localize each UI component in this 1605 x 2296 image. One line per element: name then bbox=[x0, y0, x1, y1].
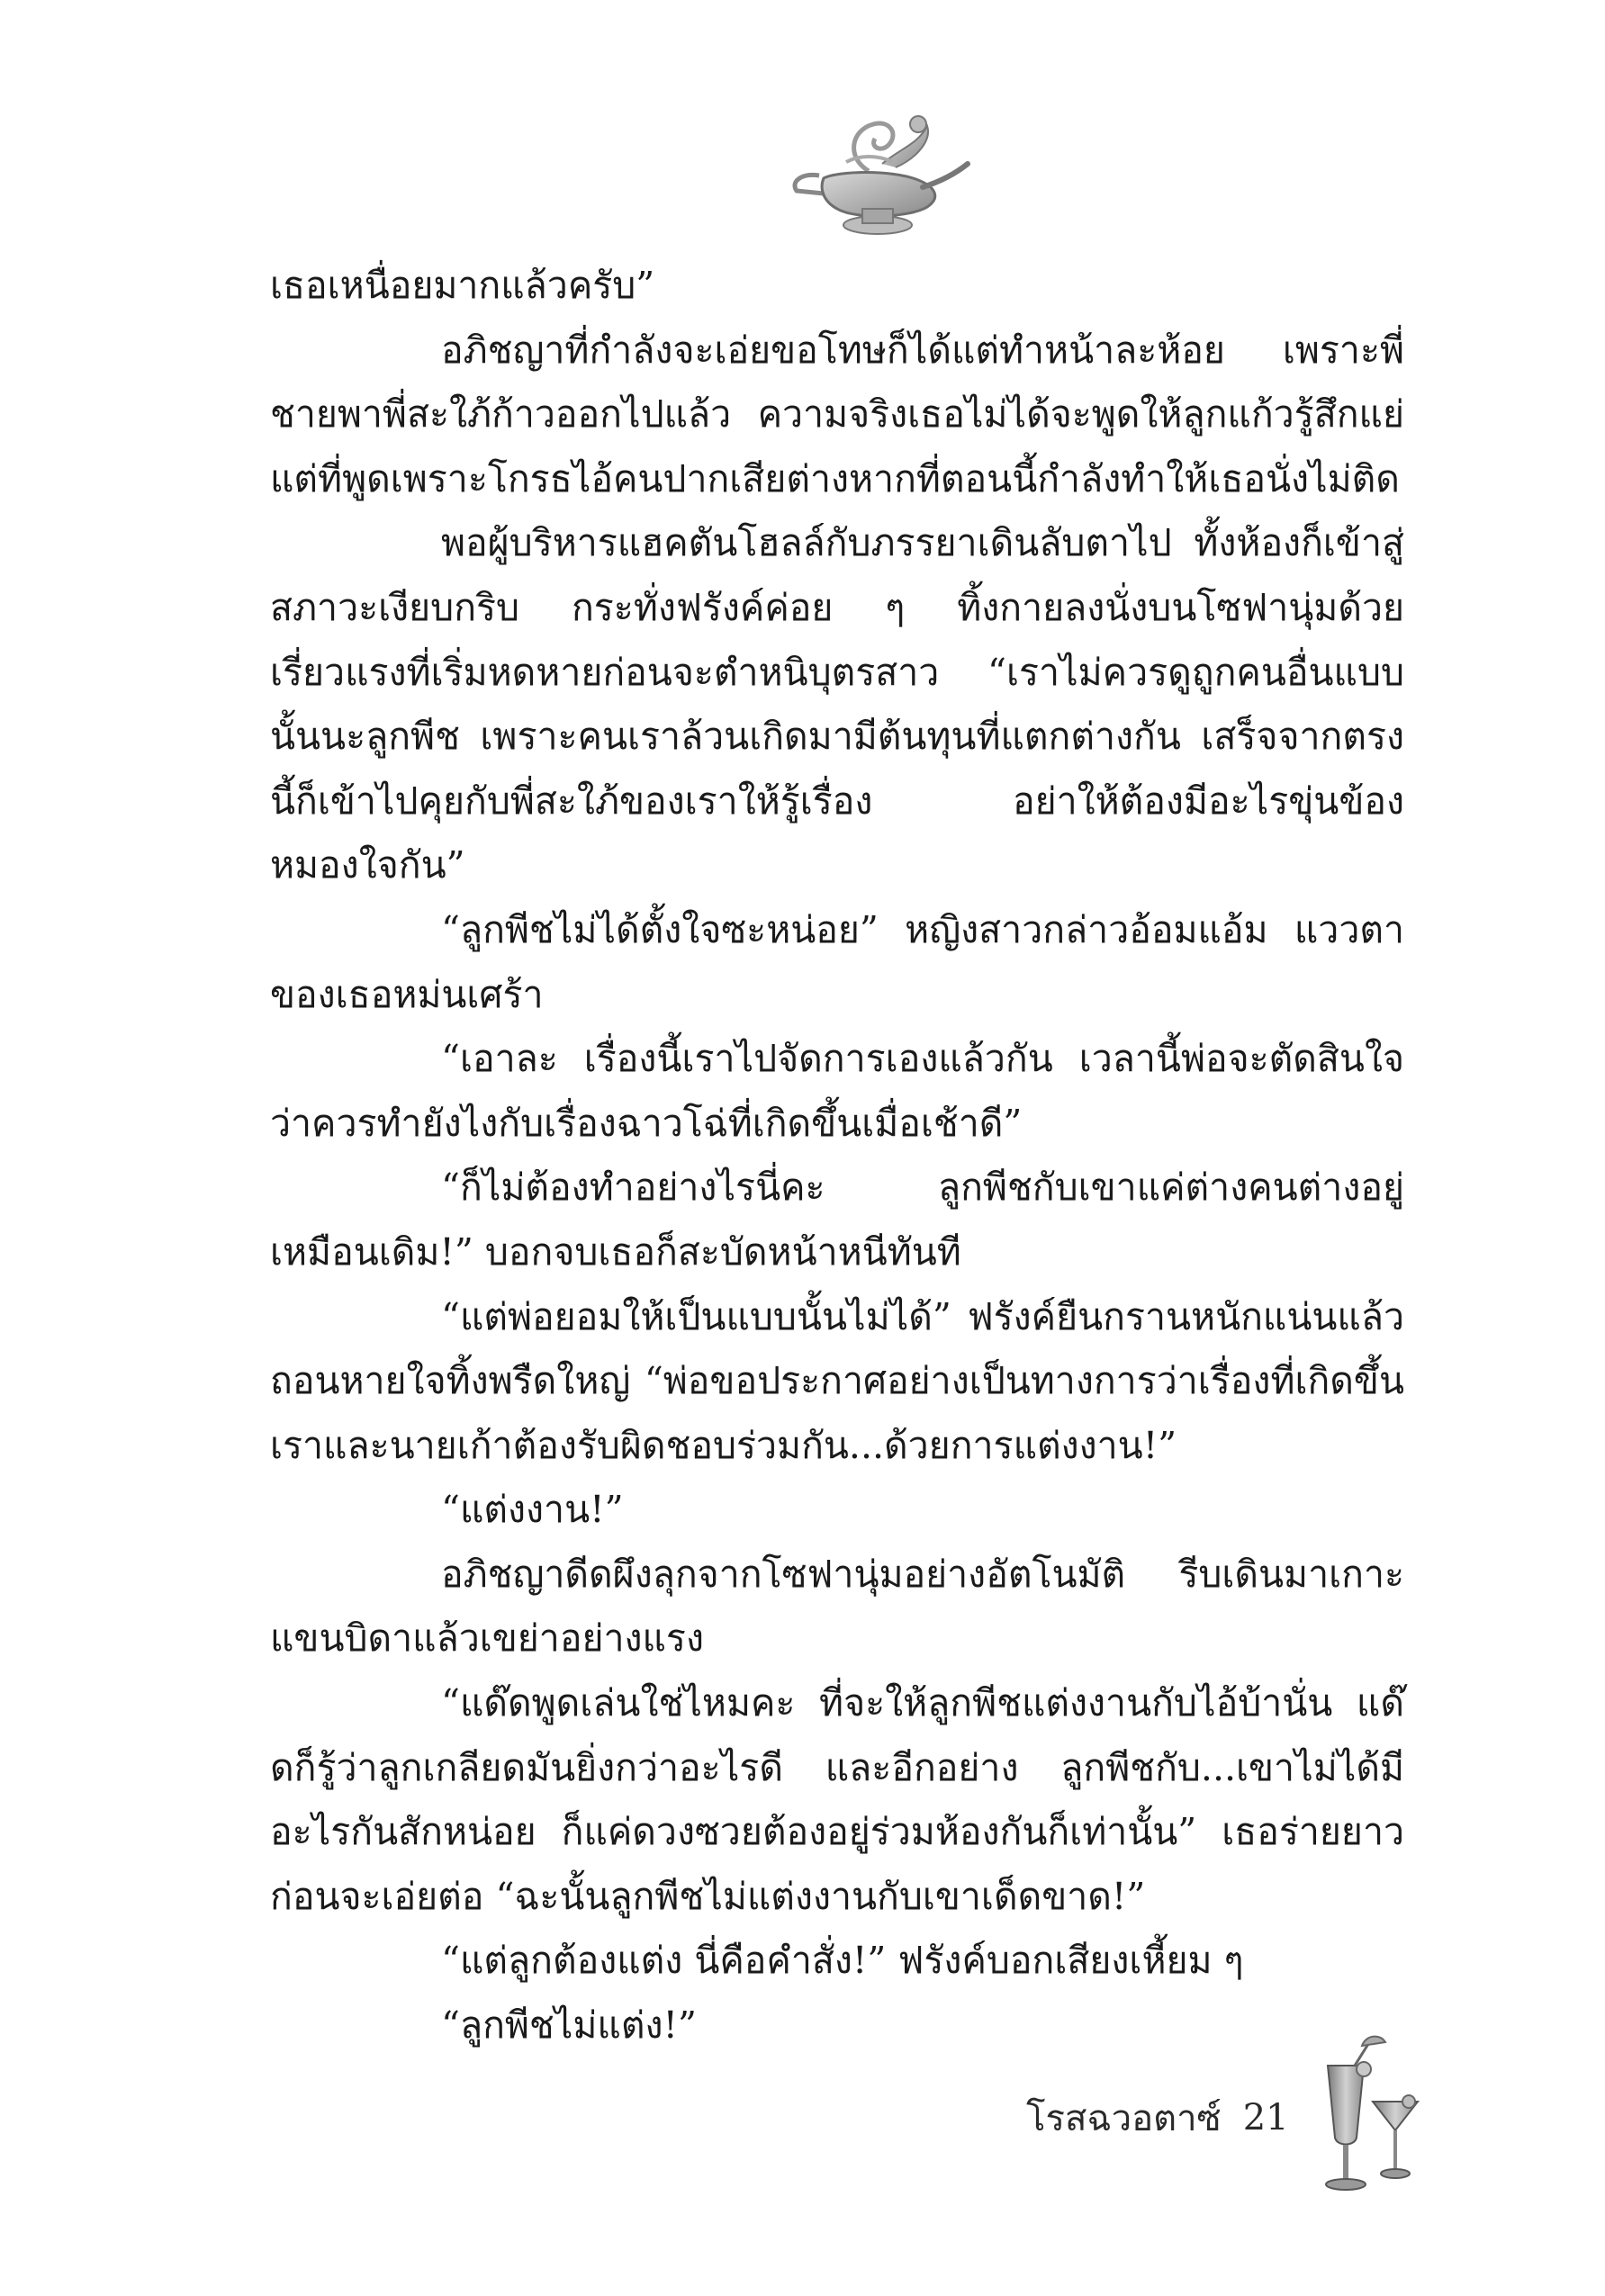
teapot-genie-icon bbox=[783, 108, 972, 239]
page-number: 21 bbox=[1242, 2097, 1289, 2138]
paragraph: “ลูกพีชไม่ได้ตั้งใจซะหน่อย” หญิงสาวกล่าวอ้อมแอ้ม แววตาของเธอหม่นเศร้า bbox=[270, 907, 1404, 1016]
paragraph: “ก็ไม่ต้องทำอย่างไรนี่คะ ลูกพีชกับเขาแค่ต่างคนต่างอยู่เหมือนเดิม!” บอกจบเธอก็สะบัดหน้าหนีทันที bbox=[270, 1166, 1404, 1274]
paragraph: “ลูกพีชไม่แต่ง!” bbox=[441, 2003, 697, 2048]
running-title: โรสฉวอตาซ์ bbox=[1026, 2098, 1222, 2139]
paragraph: “แต่พ่อยอมให้เป็นแบบนั้นไม่ได้” ฟรังค์ยืนกรานหนักแน่นแล้วถอนหายใจทิ้งพรืดใหญ่ “พ่อขอประกาศอย่างเป็นทางการว่าเรื่องที่เกิดขึ้น เราและนายเก้าต้องรับผิดชอบร่วมกัน...ด้วยการแต่งงาน!” bbox=[270, 1294, 1404, 1467]
paragraph: “เอาละ เรื่องนี้เราไปจัดการเองแล้วกัน เวลานี้พ่อจะตัดสินใจว่าควรทำยังไงกับเรื่องฉาวโฉ่ที่เกิดขึ้นเมื่อเช้าดี” bbox=[270, 1037, 1404, 1145]
paragraph: พอผู้บริหารแฮคตันโฮลล์กับภรรยาเดินลับตาไป ทั้งห้องก็เข้าสู่สภาวะเงียบกริบ กระทั่งฟรังค์ค่อย ๆ ทิ้งกายลงนั่งบนโซฟานุ่มด้วยเรี่ยวแรงที่เริ่มหดหายก่อนจะตำหนิบุตรสาว “เราไม่ควรดูถูกคนอื่นแบบนั้นนะลูกพีช เพราะคนเราล้วนเกิดมามีต้นทุนที่แตกต่างกัน เสร็จจากตรงนี้ก็เข้าไปคุยกับพี่สะใภ้ของเราให้รู้เรื่อง อย่าให้ต้องมีอะไรขุ่นข้องหมองใจกัน” bbox=[270, 521, 1404, 887]
cocktail-glasses-icon bbox=[1310, 2030, 1427, 2201]
paragraph: “แด๊ดพูดเล่นใช่ไหมคะ ที่จะให้ลูกพีชแต่งงานกับไอ้บ้านั่น แด๊ดก็รู้ว่าลูกเกลียดมันยิ่งกว่าอะไรดี และอีกอย่าง ลูกพีชกับ...เขาไม่ได้มีอะไรกันสักหน่อย ก็แค่ดวงซวยต้องอยู่ร่วมห้องกันก็เท่านั้น” เธอร่ายยาวก่อนจะเอ่ยต่อ “ฉะนั้นลูกพีชไม่แต่งงานกับเขาเด็ดขาด!” bbox=[270, 1681, 1404, 1918]
page-footer bbox=[1026, 2095, 1289, 2140]
chapter-body bbox=[270, 254, 1404, 2058]
paragraph: “แต่งงาน!” bbox=[441, 1488, 624, 1532]
paragraph: “แต่ลูกต้องแต่ง นี่คือคำสั่ง!” ฟรังค์บอกเสียงเหี้ยม ๆ bbox=[441, 1939, 1244, 1983]
paragraph: อภิชญาที่กำลังจะเอ่ยขอโทษก็ได้แต่ทำหน้าละห้อย เพราะพี่ชายพาพี่สะใภ้ก้าวออกไปแล้ว ความจริงเธอไม่ได้จะพูดให้ลูกแก้วรู้สึกแย่ แต่ที่พูดเพราะโกรธไอ้คนปากเสียต่างหากที่ตอนนี้กำลังทำให้เธอนั่งไม่ติด bbox=[270, 328, 1404, 500]
paragraph: เธอเหนื่อยมากแล้วครับ” bbox=[270, 264, 655, 307]
paragraph: อภิชญาดีดผึงลุกจากโซฟานุ่มอย่างอัตโนมัติ รีบเดินมาเกาะแขนบิดาแล้วเขย่าอย่างแรง bbox=[270, 1552, 1404, 1661]
